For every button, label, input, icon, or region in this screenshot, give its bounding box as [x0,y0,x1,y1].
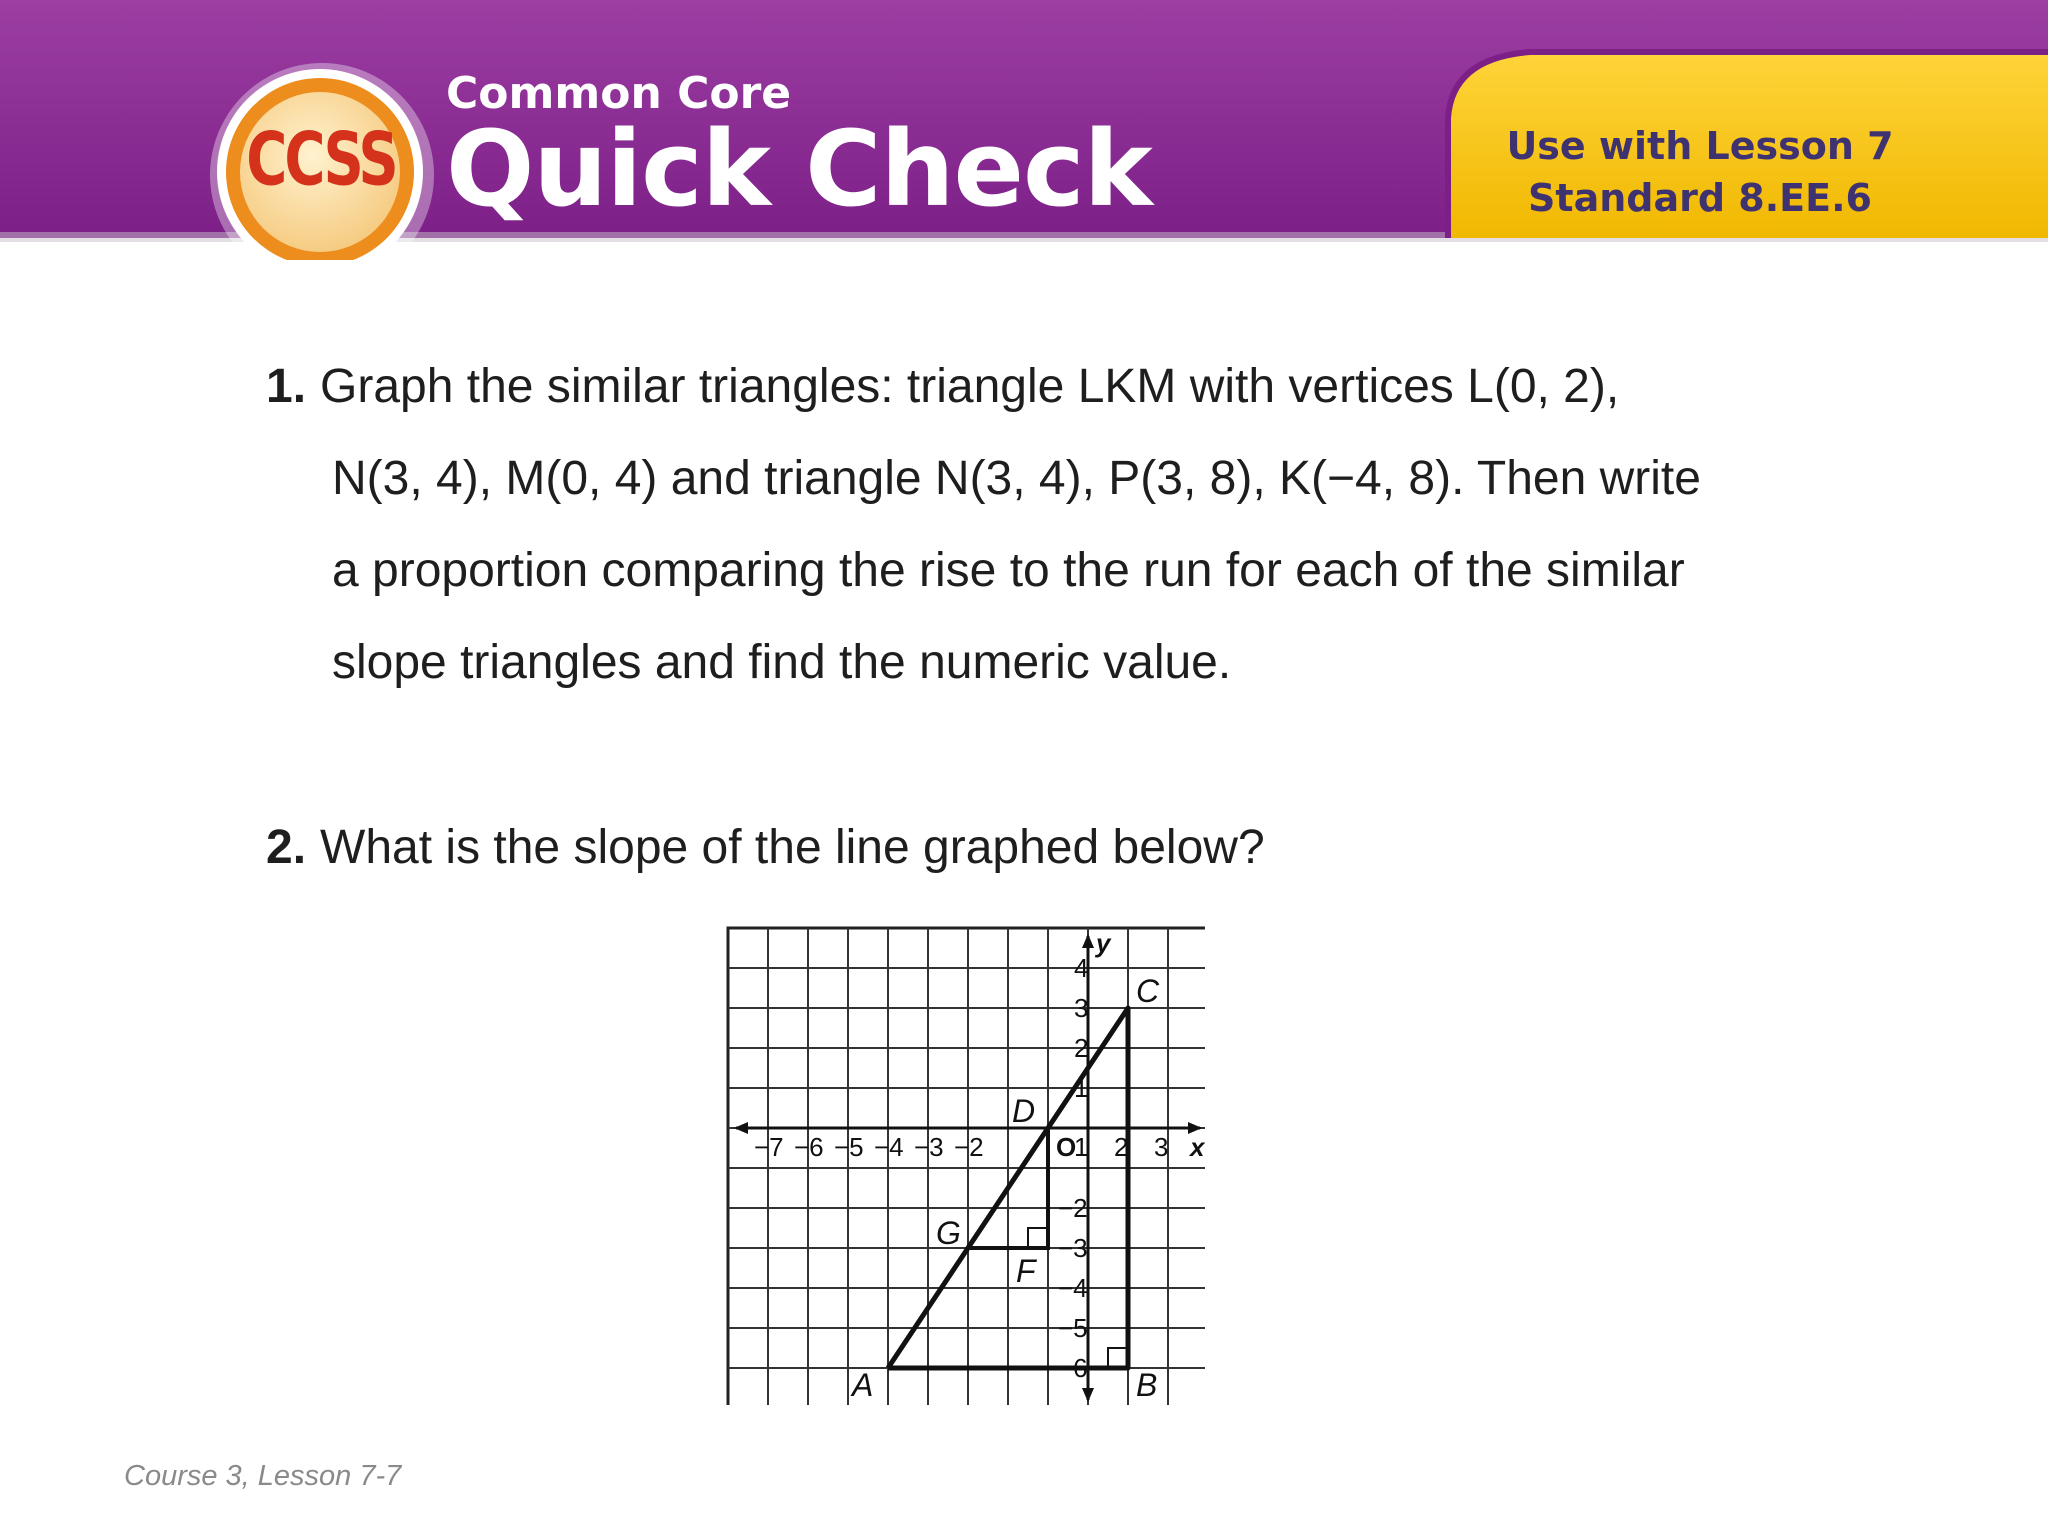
y-tick-label: −2 [1058,1193,1088,1223]
question-1-line-1 [266,341,1826,433]
y-tick-label: −5 [1058,1313,1088,1343]
x-tick-label: −7 [754,1132,784,1162]
question-number: 1. [266,360,307,413]
y-tick-label: 1 [1074,1073,1089,1103]
x-tick-label: 2 [1114,1132,1129,1162]
point-label-b: B [1136,1367,1158,1403]
x-tick-label: −5 [834,1132,864,1162]
question-1 [266,341,1826,709]
y-tick-label: −6 [1058,1353,1088,1383]
y-tick-label: 4 [1074,953,1089,983]
y-tick-label: −4 [1058,1273,1088,1303]
coordinate-graph [725,925,1205,1405]
x-tick-label: −6 [794,1132,824,1162]
point-label-a: A [852,1367,874,1403]
point-label-g: G [936,1215,961,1251]
origin-label: O [1056,1132,1077,1162]
x-tick-label: −4 [874,1132,904,1162]
point-label-f: F [1016,1253,1036,1289]
question-text: slope triangles and find the numeric value. [332,636,1232,689]
x-tick-label: 3 [1154,1132,1169,1162]
header-title: Quick Check [446,108,1152,230]
y-tick-label: −3 [1058,1233,1088,1263]
question-text: Graph the similar triangles: triangle LKM with vertices L(0, 2), [320,360,1620,413]
standard-line: Standard 8.EE.6 [1528,176,1872,220]
y-axis-label: y [1096,928,1111,958]
graph-frame [728,928,1205,1405]
x-tick-label: −3 [914,1132,944,1162]
question-text: a proportion comparing the rise to the run for each of the similar [332,544,1685,597]
ccss-logo-text: CCSS [246,118,396,203]
lesson-info [1470,120,1930,224]
y-tick-label: 2 [1074,1033,1089,1063]
lesson-line: Use with Lesson 7 [1506,124,1894,168]
question-text: What is the slope of the line graphed below? [320,821,1265,874]
x-tick-label: −2 [954,1132,984,1162]
x-tick-label: 1 [1074,1132,1089,1162]
question-text: N(3, 4), M(0, 4) and triangle N(3, 4), P(3, 8), K(−4, 8). Then write [332,452,1701,505]
x-axis-label: x [1190,1132,1205,1162]
question-2 [266,802,1826,894]
question-number: 2. [266,821,307,874]
point-label-c: C [1136,973,1160,1009]
footer-course-label: Course 3, Lesson 7-7 [124,1460,402,1492]
header-subtitle: Common Core [446,68,792,119]
point-label-d: D [1012,1093,1036,1129]
y-tick-label: 3 [1074,993,1089,1023]
